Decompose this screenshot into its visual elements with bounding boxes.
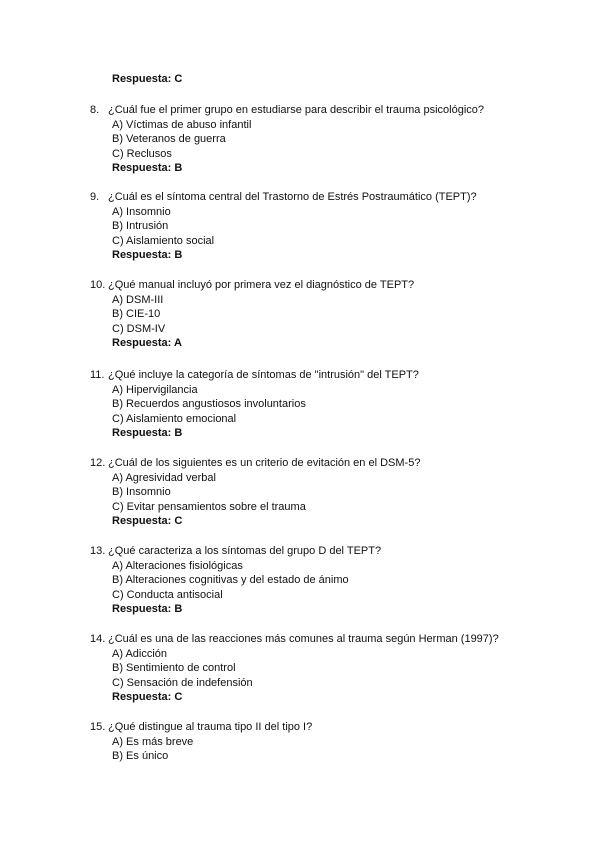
answer-option: A) Víctimas de abuso infantil [112,118,252,131]
question-number: 12. [90,457,106,469]
question-number: 11. [90,369,105,381]
answer-option: C) DSM-IV [112,322,166,335]
question-number: 14. [90,633,106,645]
answer-option: A) DSM-III [112,293,164,306]
question-text: ¿Qué incluye la categoría de síntomas de "intrusión" del TEPT? [108,369,419,381]
question-number: 9. [90,191,100,203]
question-number: 10. [90,279,106,291]
question-number: 8. [90,104,100,116]
answer-line: Respuesta: B [112,249,183,262]
answer-option: A) Agresividad verbal [112,471,216,484]
question-line [90,720,560,735]
answer-line: Respuesta: B [112,603,183,616]
question-block [90,368,560,441]
answer-line: Respuesta: C [112,73,183,85]
answer-option: C) Evitar pensamientos sobre el trauma [112,500,306,513]
question-text: ¿Qué manual incluyó por primera vez el diagnóstico de TEPT? [108,279,415,291]
question-text: ¿Qué distingue al trauma tipo II del tipo I? [108,721,313,733]
answer-option: C) Aislamiento social [112,234,215,247]
answer-option: B) Alteraciones cognitivas y del estado de ánimo [112,574,349,587]
question-line [90,544,560,559]
question-line [90,190,560,205]
question-block [90,190,560,263]
answer-option: B) Insomnio [112,486,171,499]
answer-line: Respuesta: C [112,515,183,528]
question-text: ¿Cuál es el síntoma central del Trastorno de Estrés Postraumático (TEPT)? [108,191,477,203]
question-block [90,278,560,351]
question-line [90,103,560,118]
answer-option: C) Aislamiento emocional [112,412,237,425]
answer-line: Respuesta: C [112,691,183,704]
question-number: 13. [90,545,106,557]
answer-option: B) CIE-10 [112,308,161,321]
question-block [90,632,560,705]
answer-option: B) Intrusión [112,220,169,233]
question-text: ¿Cuál es una de las reacciones más comunes al trauma según Herman (1997)? [108,633,499,645]
answer-option: A) Alteraciones fisiológicas [112,559,243,572]
question-line [90,632,560,647]
question-block [90,456,560,529]
answer-option: C) Sensación de indefensión [112,676,253,689]
answer-option: C) Reclusos [112,147,172,160]
answer-line: Respuesta: A [112,337,182,350]
question-block [90,103,560,176]
question-block [90,544,560,617]
question-text: ¿Cuál de los siguientes es un criterio de evitación en el DSM-5? [108,457,421,469]
question-text: ¿Cuál fue el primer grupo en estudiarse para describir el trauma psicológico? [108,104,485,116]
answer-option: B) Veteranos de guerra [112,133,226,146]
answer-option: C) Conducta antisocial [112,588,223,601]
answer-line: Respuesta: B [112,162,183,175]
question-line [90,278,560,293]
answer-option: B) Sentimiento de control [112,662,236,675]
answer-option: B) Recuerdos angustiosos involuntarios [112,398,306,411]
answer-option: A) Insomnio [112,205,171,218]
question-line [90,456,560,471]
question-block [90,720,560,764]
answer-line: Respuesta: B [112,427,183,440]
question-number: 15. [90,721,106,733]
question-line [90,368,560,383]
answer-option: A) Es más breve [112,735,194,748]
answer-option: B) Es único [112,750,169,763]
question-text: ¿Qué caracteriza a los síntomas del grupo D del TEPT? [108,545,382,557]
answer-option: A) Adicción [112,647,168,660]
answer-option: A) Hipervigilancia [112,383,198,396]
